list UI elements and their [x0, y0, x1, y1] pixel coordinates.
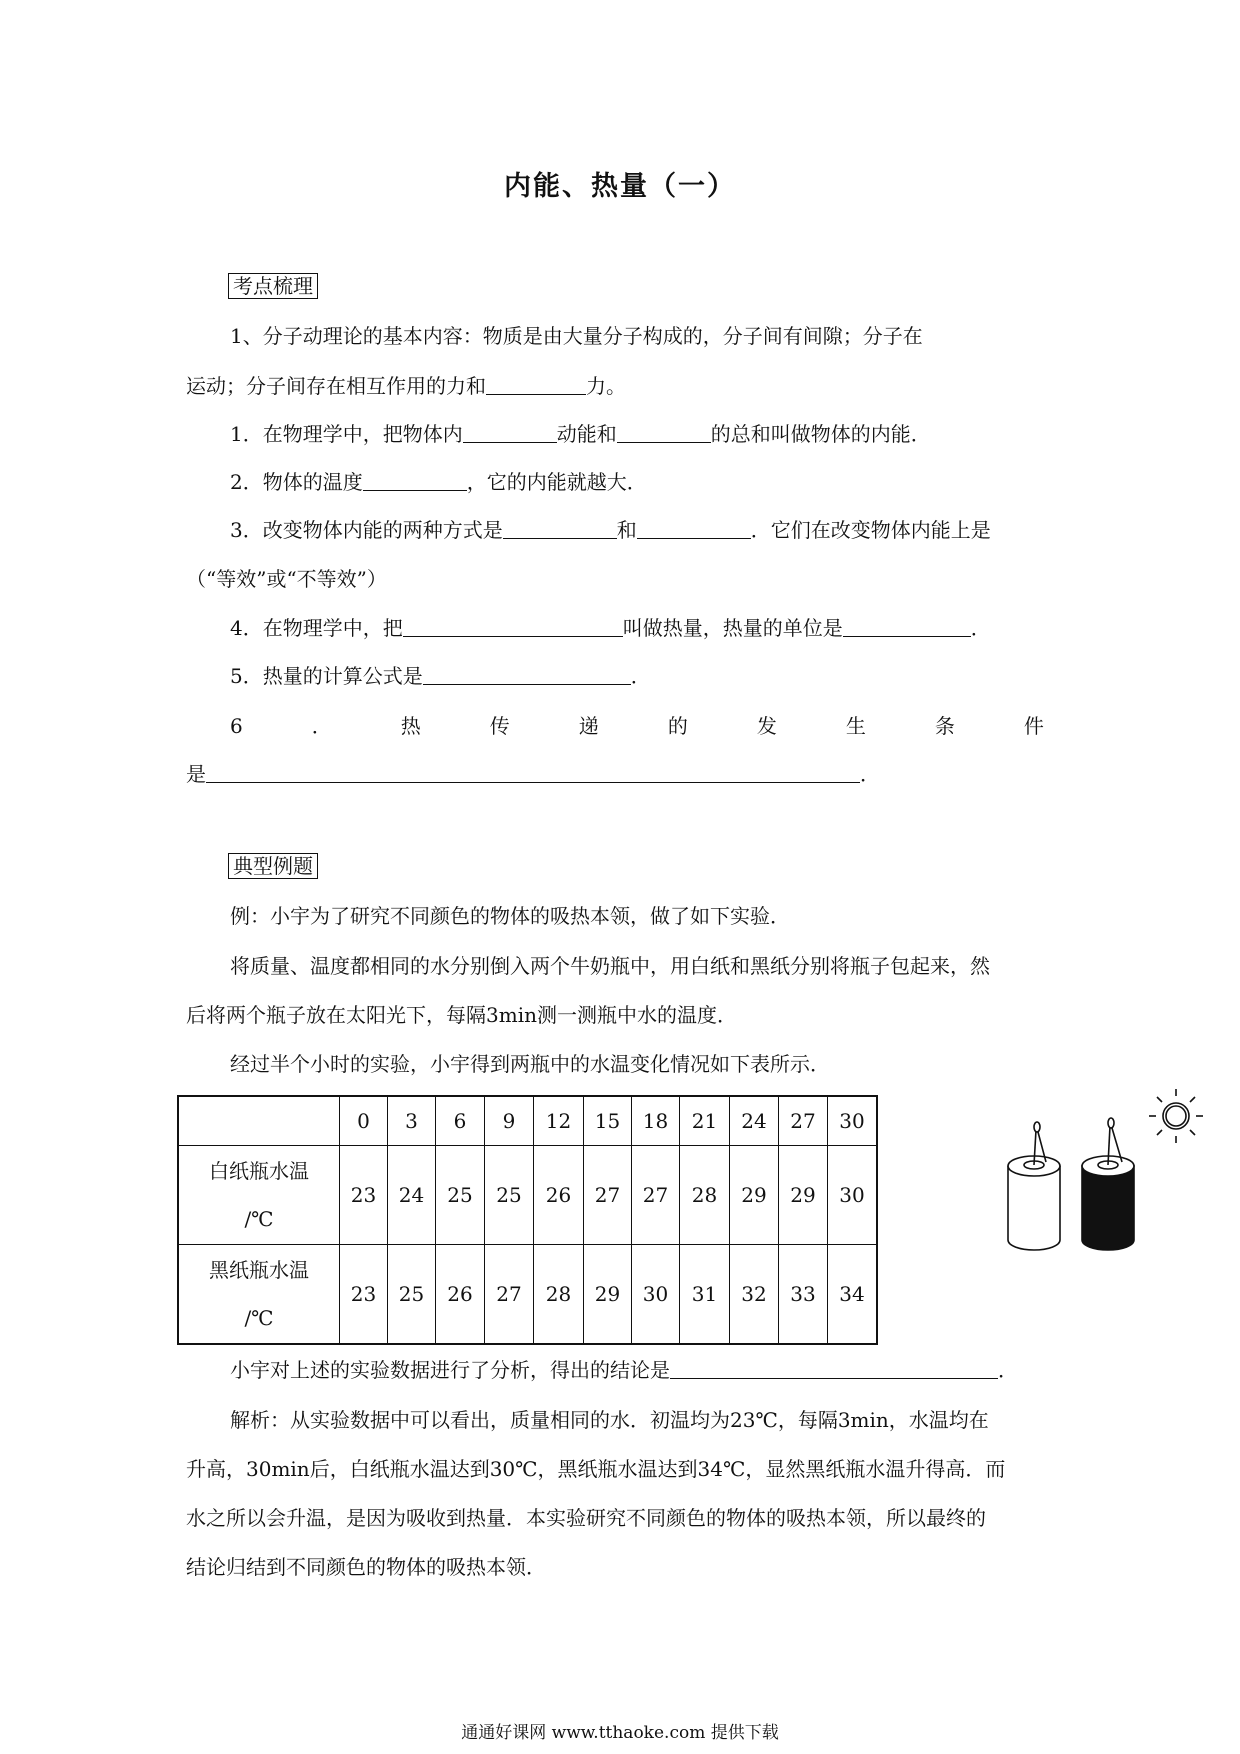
time-cell: 3: [388, 1096, 436, 1146]
text: 6: [230, 714, 243, 738]
row-label-black: [178, 1245, 340, 1345]
black-bottle-icon: [1082, 1118, 1134, 1250]
value-cell: 25: [388, 1245, 436, 1345]
row-label-white: [178, 1146, 340, 1245]
value-cell: 28: [680, 1146, 730, 1245]
text: 发: [756, 714, 777, 738]
text: ．: [998, 1358, 1018, 1382]
footer-credit: 通通好课网 www.tthaoke.com 提供下载: [461, 1723, 779, 1743]
text: 和: [616, 518, 637, 542]
example-result: 经过半个小时的实验，小宇得到两瓶中的水温变化情况如下表所示．: [230, 1052, 830, 1076]
row-label-text: 黑纸瓶水温: [209, 1258, 309, 1282]
time-cell: 18: [632, 1096, 680, 1146]
page-title: 内能、热量（一）: [504, 171, 736, 202]
value-cell: 27: [485, 1245, 534, 1345]
text: ．它们在改变物体内能上是: [750, 518, 991, 542]
time-cell: 0: [340, 1096, 388, 1146]
paragraph-intro: 1、分子动理论的基本内容：物质是由大量分子构成的，分子间有间隙；分子在: [230, 324, 923, 348]
analysis-line-4: 结论归结到不同颜色的物体的吸热本领．: [186, 1555, 546, 1579]
time-cell: 21: [680, 1096, 730, 1146]
section-heading-review: [228, 272, 318, 300]
value-cell: 24: [388, 1146, 436, 1245]
value-cell: 25: [485, 1146, 534, 1245]
bottles-sun-illustration: [998, 1070, 1208, 1260]
answer-blank[interactable]: [670, 1358, 998, 1379]
answer-blank[interactable]: [503, 518, 617, 539]
value-cell: 29: [584, 1245, 632, 1345]
value-cell: 29: [779, 1146, 828, 1245]
value-cell: 34: [828, 1245, 878, 1345]
answer-blank[interactable]: [486, 374, 586, 395]
value-cell: 31: [680, 1245, 730, 1345]
table-row-black: [178, 1245, 877, 1345]
row-label-unit: /℃: [244, 1207, 274, 1231]
value-cell: 30: [828, 1146, 878, 1245]
example-intro: 例：小宇为了研究不同颜色的物体的吸热本领，做了如下实验．: [230, 904, 790, 928]
text: 5．热量的计算公式是: [230, 664, 423, 688]
text: ．: [630, 664, 651, 688]
text: 叫做热量，热量的单位是: [622, 616, 843, 640]
text: ．: [860, 762, 880, 786]
temperature-table: [177, 1095, 878, 1345]
time-cell: 9: [485, 1096, 534, 1146]
text: ．: [311, 714, 332, 738]
text: 小宇对上述的实验数据进行了分析，得出的结论是: [230, 1358, 670, 1382]
text: 2．物体的温度: [230, 470, 363, 494]
text: 4．在物理学中，把: [230, 616, 403, 640]
text: 3．改变物体内能的两种方式是: [230, 518, 503, 542]
conclusion-question: [230, 1356, 1018, 1384]
table-row-white: [178, 1146, 877, 1245]
table-header-row: [178, 1096, 877, 1146]
question-6-cont: [186, 760, 880, 788]
time-cell: 24: [730, 1096, 779, 1146]
answer-blank[interactable]: [617, 422, 711, 443]
text: 条: [934, 714, 955, 738]
analysis-line-2: 升高，30min后，白纸瓶水温达到30℃，黑纸瓶水温达到34℃，显然黑纸瓶水温升得高．而: [186, 1457, 1006, 1481]
sun-icon: [1149, 1089, 1203, 1143]
text: 的总和叫做物体的内能．: [710, 422, 931, 446]
question-5: [230, 662, 651, 690]
text: ．: [970, 616, 991, 640]
time-cell: 27: [779, 1096, 828, 1146]
section-heading-examples: [228, 852, 318, 880]
section-heading-label: 典型例题: [228, 853, 318, 879]
time-cell: 12: [534, 1096, 584, 1146]
answer-blank[interactable]: [363, 470, 467, 491]
value-cell: 25: [436, 1146, 485, 1245]
answer-blank[interactable]: [843, 616, 971, 637]
answer-blank[interactable]: [637, 518, 751, 539]
value-cell: 26: [436, 1245, 485, 1345]
section-heading-label: 考点梳理: [228, 273, 318, 299]
text: 递: [578, 714, 599, 738]
answer-blank[interactable]: [423, 664, 631, 685]
text: 热: [400, 714, 421, 738]
analysis-line-1: 解析：从实验数据中可以看出，质量相同的水．初温均为23℃，每隔3min，水温均在: [230, 1408, 989, 1432]
answer-blank[interactable]: [206, 762, 860, 783]
time-cell: 15: [584, 1096, 632, 1146]
text: 是: [186, 762, 206, 786]
time-cell: 6: [436, 1096, 485, 1146]
example-setup: 将质量、温度都相同的水分别倒入两个牛奶瓶中，用白纸和黑纸分别将瓶子包起来，然: [230, 954, 990, 978]
table-corner-cell: [178, 1096, 340, 1146]
example-setup-cont: 后将两个瓶子放在太阳光下，每隔3min测一测瓶中水的温度．: [186, 1003, 737, 1027]
question-3: [230, 516, 991, 544]
value-cell: 33: [779, 1245, 828, 1345]
text: ，它的内能就越大．: [466, 470, 647, 494]
paragraph-intro-cont: [186, 372, 626, 400]
text: 的: [667, 714, 688, 738]
text: 力。: [586, 374, 626, 398]
value-cell: 32: [730, 1245, 779, 1345]
question-6: [230, 712, 1044, 740]
question-1: [230, 420, 931, 448]
value-cell: 26: [534, 1146, 584, 1245]
text: 运动；分子间存在相互作用的力和: [186, 374, 486, 398]
value-cell: 23: [340, 1146, 388, 1245]
analysis-line-3: 水之所以会升温，是因为吸收到热量．本实验研究不同颜色的物体的吸热本领，所以最终的: [186, 1506, 986, 1530]
value-cell: 29: [730, 1146, 779, 1245]
text: 生: [845, 714, 866, 738]
question-3-cont: （“等效”或“不等效”）: [186, 567, 387, 591]
value-cell: 27: [632, 1146, 680, 1245]
value-cell: 28: [534, 1245, 584, 1345]
text: 1．在物理学中，把物体内: [230, 422, 463, 446]
text: 传: [489, 714, 510, 738]
text: 动能和: [556, 422, 617, 446]
question-4: [230, 614, 991, 642]
value-cell: 30: [632, 1245, 680, 1345]
value-cell: 27: [584, 1146, 632, 1245]
answer-blank[interactable]: [463, 422, 557, 443]
question-2: [230, 468, 647, 496]
text: 件: [1023, 714, 1044, 738]
time-cell: 30: [828, 1096, 878, 1146]
row-label-text: 白纸瓶水温: [209, 1159, 309, 1183]
answer-blank[interactable]: [403, 616, 623, 637]
white-bottle-icon: [1008, 1122, 1060, 1250]
row-label-unit: /℃: [244, 1306, 274, 1330]
value-cell: 23: [340, 1245, 388, 1345]
